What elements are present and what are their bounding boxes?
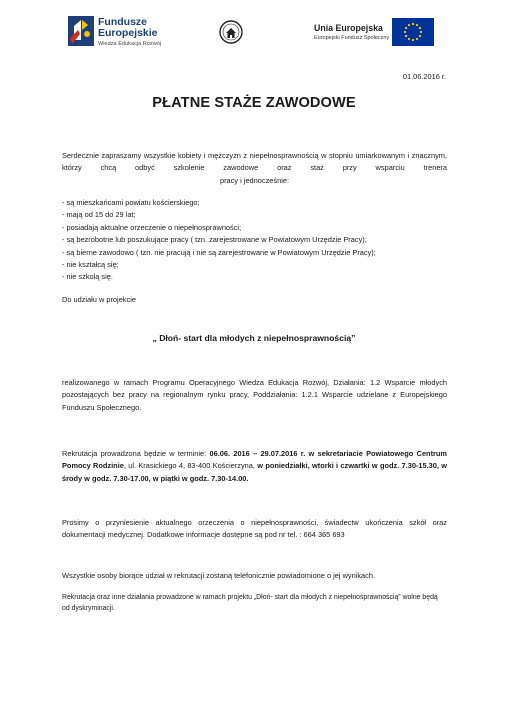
intro-last-line: pracy i jednocześnie: — [219, 175, 290, 185]
disclaimer-text: Rekrutacja oraz inne działania prowadzone w ramach projektu „Dłoń- start dla młodych z niepełnosprawnością” wolne będą od dyskryminacji. — [62, 594, 438, 612]
program-info: realizowanego w ramach Programu Operacyjnego Wiedza Edukacja Rozwój, Działania: 1.2 Wsparcie młodych pozostających bez pracy na regionalnym rynku pracy, Poddziałania: 1.2.1 Wsparcie udzielane z Europejskiego Funduszu Społecznego. — [62, 378, 447, 412]
eu-star-icon — [419, 35, 421, 37]
list-item: - nie kształcą się; — [62, 260, 119, 270]
eu-star-icon — [404, 31, 406, 33]
recruitment-dates: 06.06. 2016 – 29.07.2016 r. w sekretariacie Powiatowego Centrum Pomocy Rodzinie — [62, 449, 447, 471]
unia-europejska-text — [314, 23, 389, 41]
project-title: „ Dłoń- start dla młodych z niepełnosprawnością” — [152, 333, 356, 343]
eu-star-icon — [405, 35, 407, 37]
eu-star-icon — [416, 38, 418, 40]
list-item: - są mieszkańcami powiatu kościerskiego; — [62, 198, 200, 207]
pcpr-emblem-icon — [219, 20, 243, 44]
list-item: - mają od 15 do 29 lat; — [62, 210, 136, 220]
recruitment-hours: w poniedziałki, wtorki i czwartki w godz. 7.30-15.30, w środy w godz. 7.30-17.00, w piątki w godz. 7.30-14.00. — [62, 461, 447, 483]
fe-name-line2: Europejskie — [98, 27, 158, 40]
eu-star-icon — [416, 24, 418, 26]
recruitment-address: , ul. Krasickiego 4, 83-400 Kościerzyna, — [123, 461, 258, 471]
notification-text: Wszystkie osoby biorące udział w rekrutacji zostaną telefonicznie powiadomione o jej wynikach. — [62, 571, 376, 580]
intro-text: Serdecznie zapraszamy wszystkie kobiety i mężczyzn z niepełnosprawnością w stopniu umiarkowanym i znacznym, którzy chcą odbyć szkolenie zawodowe oraz staż przy wsparciu trenera — [62, 151, 447, 173]
recruitment-intro: Rekrutacja prowadzona będzie w terminie: — [62, 449, 210, 458]
criteria-list — [62, 197, 447, 284]
ue-name: Unia Europejska — [314, 23, 383, 33]
intro-paragraph — [62, 150, 447, 187]
eu-star-icon — [412, 23, 414, 25]
recruitment-paragraph — [62, 448, 447, 485]
fe-name-line1: Fundusze — [98, 16, 147, 28]
list-item: - są bierne zawodowo ( tzn. nie pracują i nie są zarejestrowane w Powiatowym Urzędzie Pracy); — [62, 247, 376, 257]
eu-star-icon — [419, 27, 421, 29]
eu-star-icon — [408, 38, 410, 40]
documents-paragraph: Prosimy o przyniesienie aktualnego orzeczenia o niepełnosprawności, świadectw ukończenia szkół oraz dokumentacji medycznej. Dodatkowe informacje dostępne są pod nr tel. : 664 365 693 — [62, 518, 447, 540]
eu-flag-icon — [392, 18, 434, 46]
document-date: 01.06.2016 r. — [402, 72, 446, 81]
logo-bar — [0, 14, 508, 54]
invitation-text: Do udziału w projekcie — [62, 295, 136, 304]
list-item: - nie szkolą się. — [62, 272, 113, 282]
fe-subtitle: Wiedza Edukacja Rozwój — [98, 41, 162, 48]
ue-subtitle: Europejski Fundusz Społeczny — [314, 35, 390, 41]
list-item: - są bezrobotne lub poszukujące pracy ( tzn. zarejestrowane w Powiatowym Urzędzie Pracy); — [62, 235, 367, 245]
eu-star-icon — [405, 27, 407, 29]
eu-star-icon — [408, 24, 410, 26]
list-item: - posiadają aktualne orzeczenie o niepełnosprawności; — [62, 222, 242, 232]
fundusze-europejskie-text — [98, 17, 161, 48]
page-title: PŁATNE STAŻE ZAWODOWE — [152, 95, 356, 111]
eu-star-icon — [420, 31, 422, 33]
fundusze-europejskie-logo-icon — [68, 16, 94, 46]
eu-star-icon — [412, 39, 414, 41]
